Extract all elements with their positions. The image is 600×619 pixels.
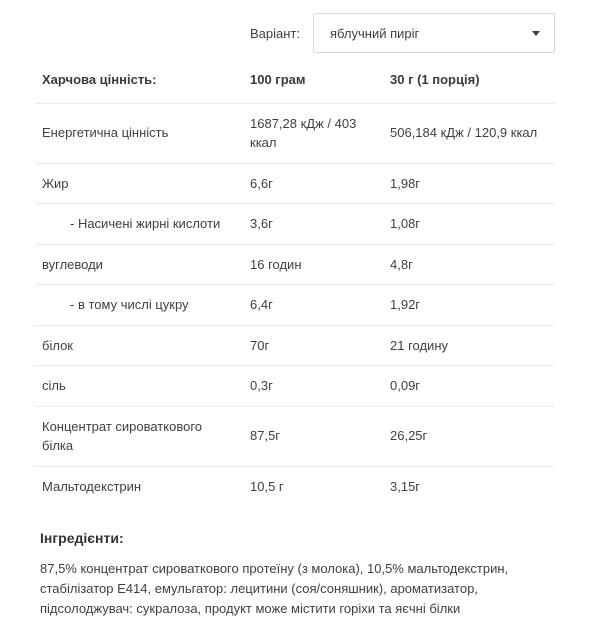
nutrition-table (35, 61, 555, 506)
row-value-100g: 6,4г (250, 297, 273, 312)
row-value-serving: 4,8г (390, 256, 413, 272)
variant-selected-value: яблучний пиріг (330, 25, 420, 41)
row-label: вуглеводи (42, 256, 103, 272)
row-label: Мальтодекстрин (42, 478, 142, 494)
row-value-serving: 1,08г (390, 216, 421, 231)
table-row-whey-concentrate (35, 407, 555, 467)
row-value-100g: 87,5г (250, 428, 281, 444)
table-row-protein (35, 326, 555, 367)
table-row-maltodextrin (35, 467, 555, 507)
row-value-100g: 3,6г (250, 216, 273, 231)
row-label: сіль (42, 378, 66, 393)
row-label: Концентрат сироваткового білка (42, 418, 203, 453)
row-value-100g: 70г (250, 337, 270, 353)
row-label: Енергетична цінність (42, 125, 169, 141)
table-row-sugars (35, 285, 555, 326)
dropdown-caret-icon (532, 31, 540, 36)
row-label: Жир (42, 175, 69, 191)
ingredients-title: Інгредієнти: (40, 530, 124, 546)
ingredients-text: 87,5% концентрат сироваткового протеїну (з молока), 10,5% мальтодекстрин, стабілізатор Е414, емульгатор: лецитини (соя/соняшник), ароматизатор, підсолоджувач: сукралоза, продукт може містити горіхи та яєчні білки (40, 561, 509, 617)
row-value-100g: 1687,28 кДж / 403 ккал (250, 115, 357, 150)
table-header-row (35, 61, 555, 104)
header-per-100g: 100 грам (250, 72, 306, 87)
row-value-serving: 1,92г (390, 297, 421, 312)
row-label: білок (42, 337, 73, 353)
variant-row (250, 13, 555, 53)
row-value-serving: 26,25г (390, 428, 428, 444)
row-value-100g: 16 годин (250, 256, 302, 272)
row-value-serving: 3,15г (390, 478, 421, 494)
table-row-fat (35, 164, 555, 205)
header-nutrition-label: Харчова цінність: (42, 72, 157, 87)
variant-label: Варіант: (250, 25, 300, 41)
table-row-energy (35, 104, 555, 164)
row-value-serving: 0,09г (390, 378, 421, 393)
variant-select[interactable] (313, 13, 555, 53)
row-value-serving: 21 годину (390, 337, 448, 353)
row-value-100g: 0,3г (250, 378, 273, 393)
row-value-serving: 1,98г (390, 175, 421, 191)
row-value-100g: 6,6г (250, 175, 273, 191)
table-row-saturated-fat (35, 204, 555, 245)
row-value-serving: 506,184 кДж / 120,9 ккал (390, 125, 538, 141)
row-value-100g: 10,5 г (250, 478, 284, 494)
row-label: - Насичені жирні кислоти (70, 216, 221, 231)
row-label: - в тому числі цукру (70, 297, 189, 312)
header-per-serving: 30 г (1 порція) (390, 72, 480, 87)
table-row-salt (35, 366, 555, 407)
table-row-carbs (35, 245, 555, 286)
ingredients-section (40, 530, 555, 619)
